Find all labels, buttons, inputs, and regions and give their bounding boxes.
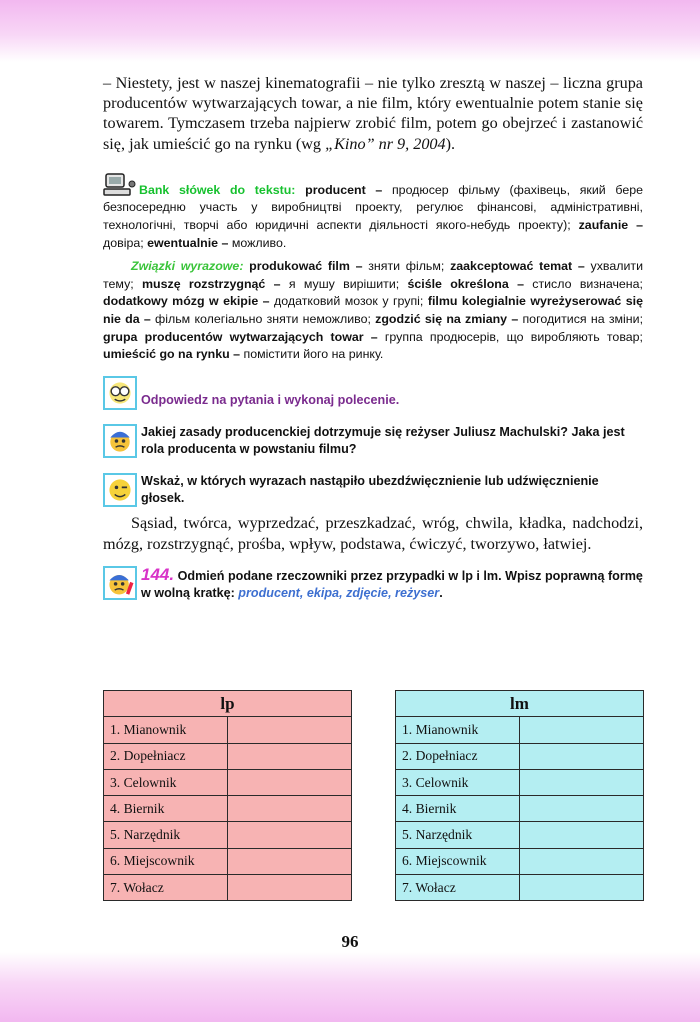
answer-cell[interactable] [228,875,352,901]
vocab-def: довіра; [103,235,148,250]
answer-cell[interactable] [228,769,352,795]
answer-cell[interactable] [520,717,644,743]
vocab-def: можливо. [228,235,287,250]
case-label: 1. Mianownik [104,717,228,743]
quote-text: – Niestety, jest w naszej kinematografii – nie tylko zresztą w naszej – liczna grupa producentów wytwarzających towar, a nie film, który ewentualnie potem stanie się towarem. Tymczasem trzeba najpierw zrobić film, potem go obejrzeć i zastanowić się, jak umieścić go na rynku (wg [103,74,643,153]
case-label: 7. Wołacz [104,875,228,901]
table-row [104,848,352,874]
phrase-term: zgodzić się na zmiany – [375,311,519,326]
exercise-text [103,566,643,603]
answer-cell[interactable] [520,743,644,769]
table-row [104,875,352,901]
table-row [396,769,644,795]
exercise-144 [103,566,643,603]
answer-cell[interactable] [228,743,352,769]
case-label: 3. Celownik [104,769,228,795]
task-question [103,424,643,459]
case-label: 4. Biernik [396,796,520,822]
answer-cell[interactable] [228,848,352,874]
answer-cell[interactable] [228,717,352,743]
table-row [104,717,352,743]
phrase-term: muszę rozstrzygnąć – [142,276,281,291]
phrase-term: filmu kolegialnie wyreżyserować się nie da – [103,294,643,326]
exercise-instruction: Odmień podane rzeczowniki przez przypadki w lp i lm. Wpisz poprawną formę w wolną kratkę: [141,568,643,601]
phrase-translation: погодитися на зміни; [518,311,644,326]
phrases-paragraph [103,258,643,364]
answer-cell[interactable] [520,796,644,822]
phrase-translation: помістити його на ринку. [240,347,384,362]
answer-cell[interactable] [228,796,352,822]
phrase-translation: зняти фільм; [362,259,451,274]
answer-cell[interactable] [520,848,644,874]
case-label: 3. Celownik [396,769,520,795]
table-row [396,743,644,769]
task-answer-text: Odpowiedz na pytania i wykonaj polecenie. [141,393,400,408]
vocab-bank [103,172,643,252]
vocab-heading: Bank słówek do tekstu: [139,182,296,197]
phrase-term: produkować film – [249,259,363,274]
phrase-translation: ухвалити тему; [103,259,643,291]
vocab-term: producent – [305,182,383,197]
table-row [396,822,644,848]
exercise-number: 144. [141,564,175,584]
table-row [104,796,352,822]
phrase-translation: я мушу вирішити; [280,276,408,291]
case-label: 6. Miejscownik [104,848,228,874]
case-label: 7. Wołacz [396,875,520,901]
case-label: 6. Miejscownik [396,848,520,874]
task-sounds [103,473,643,508]
task-question-text: Jakiej zasady producenckiej dotrzymuje się reżyser Juliusz Machulski? Jaka jest rola producenta w powstaniu filmu? [141,424,625,457]
phrase-term: umieścić go na rynku – [103,347,241,362]
bottom-decor-band [0,952,700,1022]
answer-cell[interactable] [520,822,644,848]
table-row [396,875,644,901]
table-row [396,717,644,743]
phrase-term: zaakceptować temat – [450,259,585,274]
exercise-words: producent, ekipa, zdjęcie, reżyser [238,586,440,601]
case-label: 5. Narzędnik [396,822,520,848]
top-decor-band [0,0,700,62]
sound-words: Sąsiad, twórca, wyprzedzać, przeszkadzać, wróg, chwila, kładka, nadchodzi, mózg, rozstrzygnąć, prośba, wpływ, podstawa, ćwiczyć, tworzywo, łatwiej. [103,514,643,553]
phrases-heading: Związki wyrazowe: [131,259,244,274]
computer-icon [103,172,137,198]
phrase-term: dodatkowy mózg w ekipie – [103,294,270,309]
vocab-term: ewentualnie – [147,235,229,250]
phrase-term: ściśle określona – [407,276,524,291]
case-label: 4. Biernik [104,796,228,822]
page-number: 96 [341,932,359,951]
phrase-translation: группа продюсерів, що виробляють товар; [377,329,643,344]
phrase-translation: додатковий мозок у групі; [269,294,428,309]
answer-cell[interactable] [520,769,644,795]
table-lm [395,690,644,901]
table-lp [103,690,352,901]
table-lm-header: lm [396,691,644,717]
table-lp-header: lp [104,691,352,717]
case-label: 5. Narzędnik [104,822,228,848]
quote-source: „Kino” nr 9, 2004 [325,134,446,153]
table-row [104,769,352,795]
vocab-def: продюсер фільму (фахівець, який бере безпосередню участь у виробництві проекту, регулює фінансові, адміністративні, технологічні, творчі або юридичні аспекти діяльності якого-небудь проекту); [103,182,643,232]
vocab-term: zaufanie – [578,218,643,232]
task-answer [103,376,643,410]
phrase-translation: стисло визначена; [523,276,643,291]
page-content [103,73,643,603]
table-row [396,796,644,822]
table-row [396,848,644,874]
quote-end: ). [445,134,456,153]
case-label: 2. Dopełniacz [104,743,228,769]
table-row [104,743,352,769]
case-label: 1. Mianownik [396,717,520,743]
case-label: 2. Dopełniacz [396,743,520,769]
phrase-term: grupa producentów wytwarzających towar – [103,329,378,344]
table-row [104,822,352,848]
exercise-end: . [439,586,443,601]
answer-cell[interactable] [228,822,352,848]
answer-cell[interactable] [520,875,644,901]
quote-paragraph [103,73,643,154]
phrase-translation: фільм колегіально зняти неможливо; [150,311,376,326]
task-sounds-text: Wskaż, w których wyrazach nastąpiło ubezdźwięcznienie lub udźwięcznienie głosek. [141,473,599,505]
glasses-face-icon [103,376,137,410]
